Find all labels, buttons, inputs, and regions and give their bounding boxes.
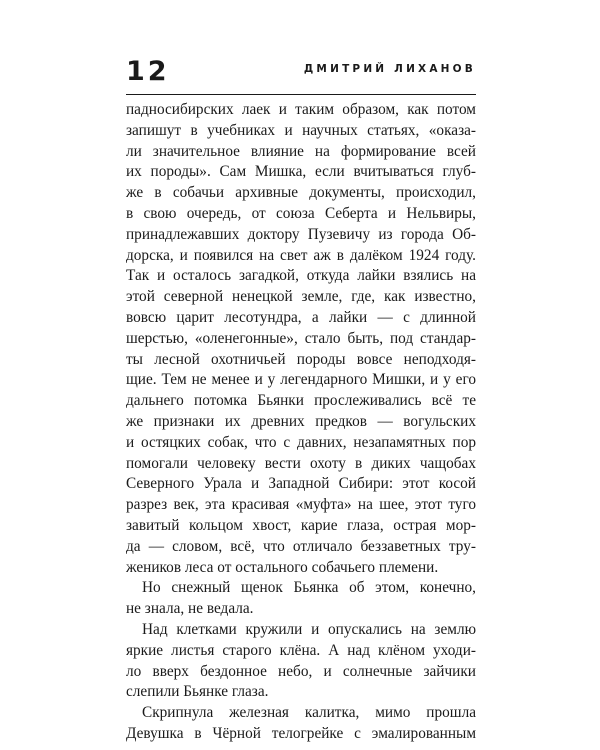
header-rule	[126, 94, 476, 95]
paragraph	[126, 100, 476, 578]
text-line: Северного Урала и Западной Сибири: этот косой	[126, 475, 476, 493]
text-line: этой северной ненецкой земле, где, как известно,	[126, 288, 476, 306]
text-line: ло вверх бездонное небо, и солнечные зайчики	[126, 662, 476, 680]
text-line: ты лесной охотничьей породы вовсе неподходя-	[126, 350, 476, 368]
text-line: разрез век, эта красивая «муфта» на шее, этот туго	[126, 496, 476, 514]
text-line: Скрипнула железная калитка, мимо прошла	[142, 704, 476, 722]
paragraph	[126, 703, 476, 745]
text-line: слепили Бьянке глаза.	[126, 683, 269, 701]
text-line: же в собачьи архивные документы, происходил,	[126, 184, 476, 202]
text-line: ли значительное влияние на формирование всей	[126, 142, 476, 160]
text-line: дальнего потомка Бьянки прослеживались всё те	[126, 392, 476, 410]
text-line: помогали человеку вести охоту в диких чащобах	[126, 454, 476, 472]
text-line: щие. Тем не менее и у легендарного Мишки, и у его	[126, 371, 476, 389]
text-line: Но снежный щенок Бьянка об этом, конечно,	[142, 579, 476, 597]
text-line: их породы». Сам Мишка, если вчитываться глуб-	[126, 163, 476, 181]
text-line: Так и осталось загадкой, откуда лайки взялись на	[126, 267, 476, 285]
running-head-author: ДМИТРИЙ ЛИХАНОВ	[303, 63, 476, 75]
text-line: завитый кольцом хвост, карие глаза, острая мор-	[126, 516, 476, 534]
text-line: да — словом, всё, что отличало беззаветных тру-	[126, 537, 476, 555]
text-line: же признаки их древних предков — вогульских	[126, 412, 476, 430]
text-line: падносибирских лаек и таким образом, как потом	[126, 101, 476, 118]
text-line: не знала, не ведала.	[126, 600, 254, 618]
text-line: дорска, и появился на свет аж в далёком 1924 году.	[126, 246, 476, 264]
text-line: яркие листья старого клёна. А над клёном уходи-	[126, 641, 476, 659]
paragraph	[126, 620, 476, 703]
page-number: 12	[126, 56, 170, 87]
body-text	[126, 100, 476, 745]
text-line: Над клетками кружили и опускались на землю	[142, 620, 476, 638]
text-line: вовсю царит лесотундра, а лайки — с длинной	[126, 308, 476, 326]
text-line: принадлежавших доктору Пузевичу из города Об-	[126, 225, 476, 243]
paragraph	[126, 578, 476, 620]
text-line: Девушка в Чёрной телогрейке с эмалированным	[126, 724, 476, 742]
text-line: и остяцких собак, что с давних, незапамятных пор	[126, 433, 476, 451]
text-line: в свою очередь, от союза Себерта и Нельвиры,	[126, 204, 476, 222]
text-line: шерстью, «оленегонные», стало быть, под стандар-	[126, 329, 476, 347]
text-line: жеников леса от остального собачьего племени.	[126, 558, 439, 576]
text-line: запишут в учебниках и научных статьях, «оказа-	[126, 121, 476, 139]
